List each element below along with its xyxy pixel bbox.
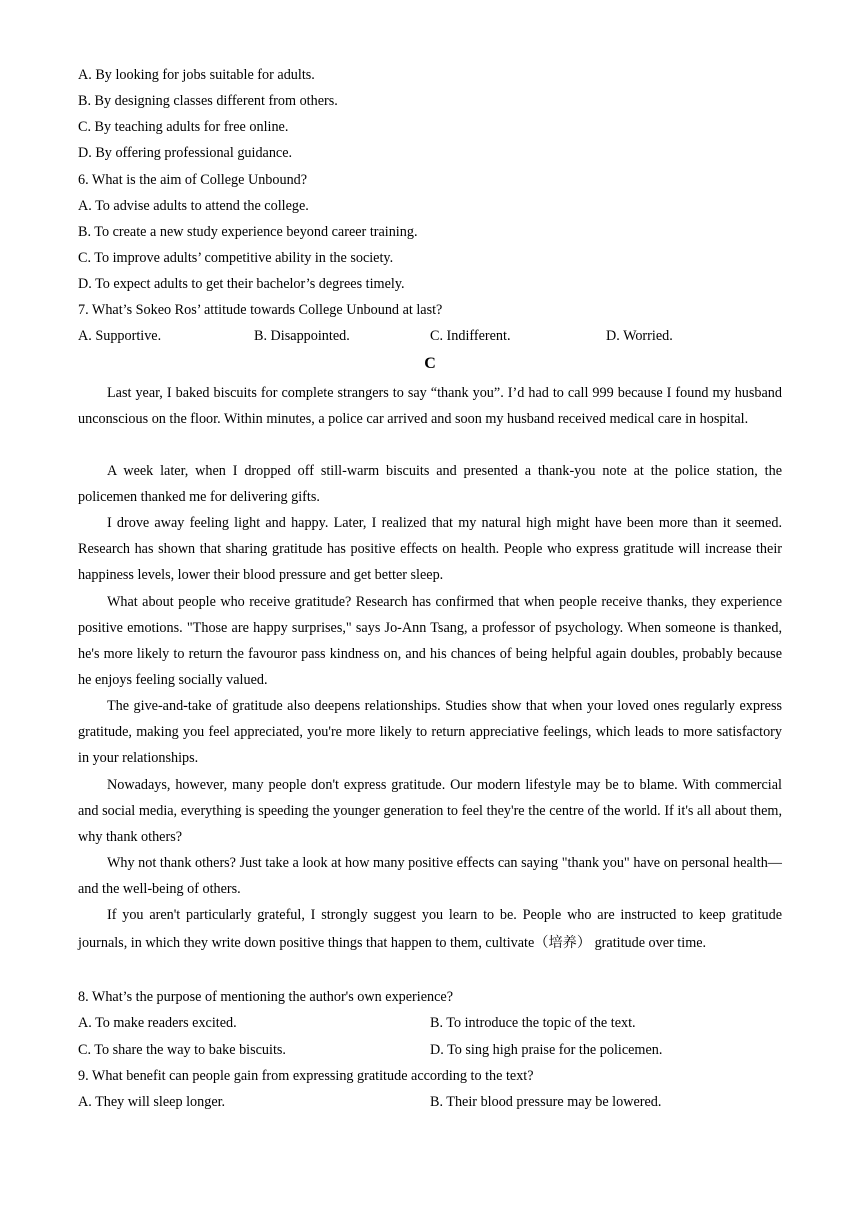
q9-question: 9. What benefit can people gain from expressing gratitude according to the text?: [78, 1068, 534, 1084]
passage-paragraph-2: A week later, when I dropped off still-warm biscuits and presented a thank-you note at the police station, the policemen thanked me for delivering gifts.: [78, 463, 782, 506]
q8-option-d: D. To sing high praise for the policemen.: [430, 1042, 663, 1058]
q5-option-b: B. By designing classes different from others.: [78, 93, 338, 109]
q8-option-c: C. To share the way to bake biscuits.: [78, 1042, 286, 1058]
passage-paragraph-6: Nowadays, however, many people don't express gratitude. Our modern lifestyle may be to blame. With commercial and social media, everything is speeding the younger generation to feel they're the centre of the world. If it's all about them, why thank others?: [78, 777, 782, 846]
q6-option-b: B. To create a new study experience beyond career training.: [78, 224, 418, 240]
q7-option-b: B. Disappointed.: [254, 328, 350, 344]
q8-option-a: A. To make readers excited.: [78, 1015, 237, 1031]
q5-option-d: D. By offering professional guidance.: [78, 145, 293, 161]
q8-option-b: B. To introduce the topic of the text.: [430, 1015, 636, 1031]
q9-option-a: A. They will sleep longer.: [78, 1094, 226, 1110]
q5-option-c: C. By teaching adults for free online.: [78, 119, 289, 135]
q6-option-a: A. To advise adults to attend the college.: [78, 198, 309, 214]
passage-paragraph-4: What about people who receive gratitude? Research has confirmed that when people receive thanks, they experience positive emotions. "Those are happy surprises," says Jo-Ann Tsang, a professor of psychology. When someone is thanked, he's more likely to return the favouror pass kindness on, and his chances of being helpful again doubles, probably because he enjoys feeling socially valued.: [78, 594, 782, 689]
passage-paragraph-8: If you aren't particularly grateful, I strongly suggest you learn to be. People who are instructed to keep gratitude journals, in which they write down positive things that happen to them, cultivate（培养） gratitude over time.: [78, 907, 782, 951]
q9-option-b: B. Their blood pressure may be lowered.: [430, 1094, 662, 1110]
passage-paragraph-5: The give-and-take of gratitude also deepens relationships. Studies show that when your loved ones regularly express gratitude, making you feel appreciated, you're more likely to return appreciative feelings, which leads to more satisfactory in your relationships.: [78, 698, 782, 767]
passage-paragraph-3: I drove away feeling light and happy. Later, I realized that my natural high might have been more than it seemed. Research has shown that sharing gratitude has positive effects on health. People who express gratitude will increase their happiness levels, lower their blood pressure and get better sleep.: [78, 515, 782, 584]
q6-option-c: C. To improve adults’ competitive ability in the society.: [78, 250, 394, 266]
q8-question: 8. What’s the purpose of mentioning the author's own experience?: [78, 989, 454, 1005]
q5-option-a: A. By looking for jobs suitable for adults.: [78, 67, 315, 83]
passage-paragraph-7: Why not thank others? Just take a look at how many positive effects can saying "thank you" have on personal health—and the well-being of others.: [78, 855, 782, 898]
q7-option-d: D. Worried.: [606, 328, 673, 344]
q7-option-c: C. Indifferent.: [430, 328, 511, 344]
q7-option-a: A. Supportive.: [78, 328, 162, 344]
section-heading: C: [424, 355, 436, 372]
passage-paragraph-1: Last year, I baked biscuits for complete strangers to say “thank you”. I’d had to call 999 because I found my husband unconscious on the floor. Within minutes, a police car arrived and soon my husband received medical care in hospital.: [78, 385, 782, 428]
q6-option-d: D. To expect adults to get their bachelor’s degrees timely.: [78, 276, 405, 292]
q6-question: 6. What is the aim of College Unbound?: [78, 172, 308, 188]
q7-question: 7. What’s Sokeo Ros’ attitude towards College Unbound at last?: [78, 302, 443, 318]
